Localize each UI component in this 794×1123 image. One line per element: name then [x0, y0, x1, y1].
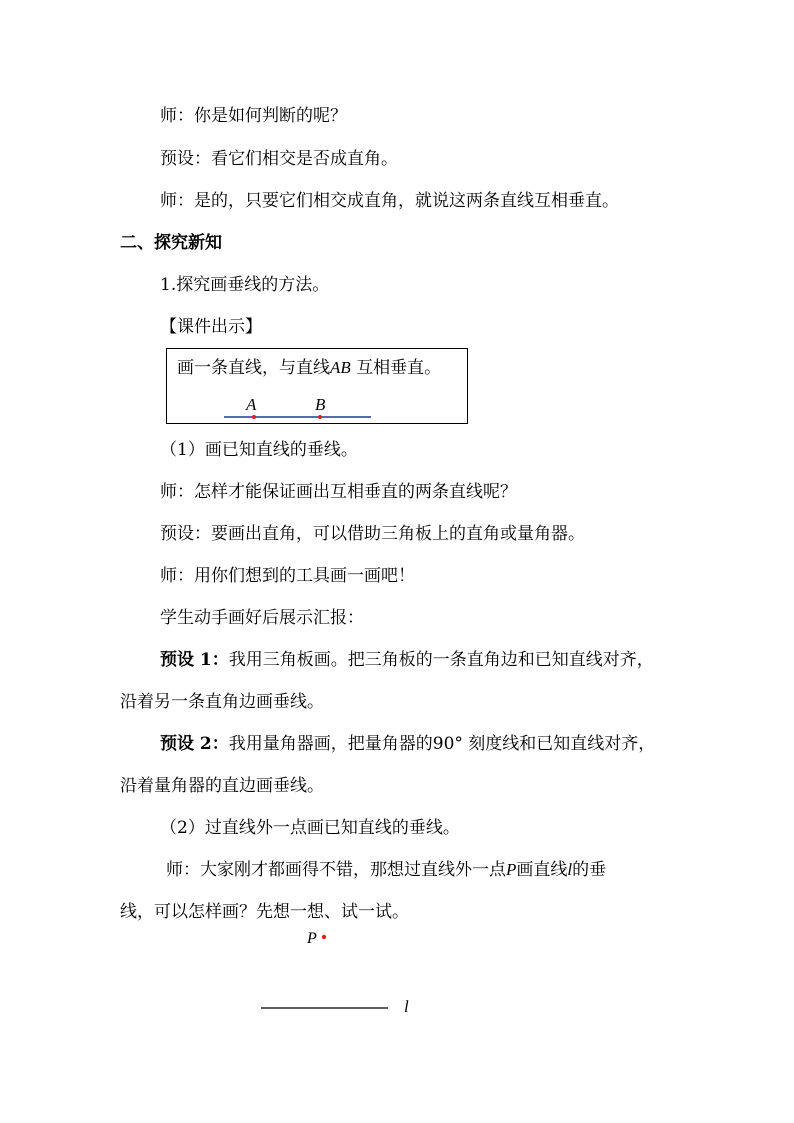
teacher-point-text-a: 师：大家刚才都画得不错，那想过直线外一点	[166, 860, 506, 880]
dialogue-teacher-draw: 师：用你们想到的工具画一画吧！	[160, 566, 415, 586]
dialogue-teacher-how: 师：怎样才能保证画出互相垂直的两条直线呢？	[160, 482, 517, 502]
sub-step-1: （1）画已知直线的垂线。	[160, 440, 358, 460]
preset-2-text-a: 我用量角器画，把量角器的	[228, 734, 433, 754]
students-report: 学生动手画好后展示汇报：	[160, 608, 364, 628]
label-l: l	[404, 997, 409, 1016]
preset-2-continued: 沿着量角器的直边画垂线。	[120, 776, 324, 796]
preset-2-degree: 90°	[432, 734, 463, 754]
preset-2-text-b: 刻度线和已知直线对齐，	[468, 734, 656, 754]
preset-1-continued: 沿着另一条直角边画垂线。	[120, 692, 324, 712]
instruction-text-b: 互相垂直。	[356, 358, 442, 378]
point-p	[322, 935, 326, 939]
point-b	[318, 415, 322, 419]
dialogue-preset-tools: 预设：要画出直角，可以借助三角板上的直角或量角器。	[160, 524, 585, 544]
teacher-point-label-l: l	[567, 860, 573, 879]
dialogue-teacher-confirm: 师：是的，只要它们相交成直角，就说这两条直线互相垂直。	[160, 191, 619, 211]
label-p: P	[307, 930, 317, 947]
teacher-point-label-p: P	[506, 860, 517, 879]
courseware-label: 【课件出示】	[160, 317, 262, 337]
label-a: A	[246, 395, 257, 414]
sub-step-2: （2）过直线外一点画已知直线的垂线。	[160, 818, 460, 838]
dialogue-teacher-point-continued: 线，可以怎样画？先想一想、试一试。	[120, 902, 409, 922]
preset-1-label: 预设 1：	[160, 650, 229, 670]
dialogue-teacher-question: 师：你是如何判断的呢？	[160, 106, 347, 126]
label-b: B	[315, 395, 326, 414]
instruction-label-ab: AB	[330, 358, 351, 377]
dialogue-preset-answer: 预设：看它们相交是否成直角。	[160, 149, 398, 169]
point-a	[252, 415, 256, 419]
step-title: 1.探究画垂线的方法。	[160, 275, 330, 295]
instruction-text-a: 画一条直线，与直线	[177, 358, 330, 378]
teacher-point-text-b: 画直线	[516, 860, 568, 880]
preset-1-text: 我用三角板画。把三角板的一条直角边和已知直线对齐，	[228, 650, 654, 670]
teacher-point-text-c: 的垂	[572, 860, 607, 880]
section-heading: 二、探究新知	[120, 233, 222, 253]
preset-2-label: 预设 2：	[160, 734, 229, 754]
